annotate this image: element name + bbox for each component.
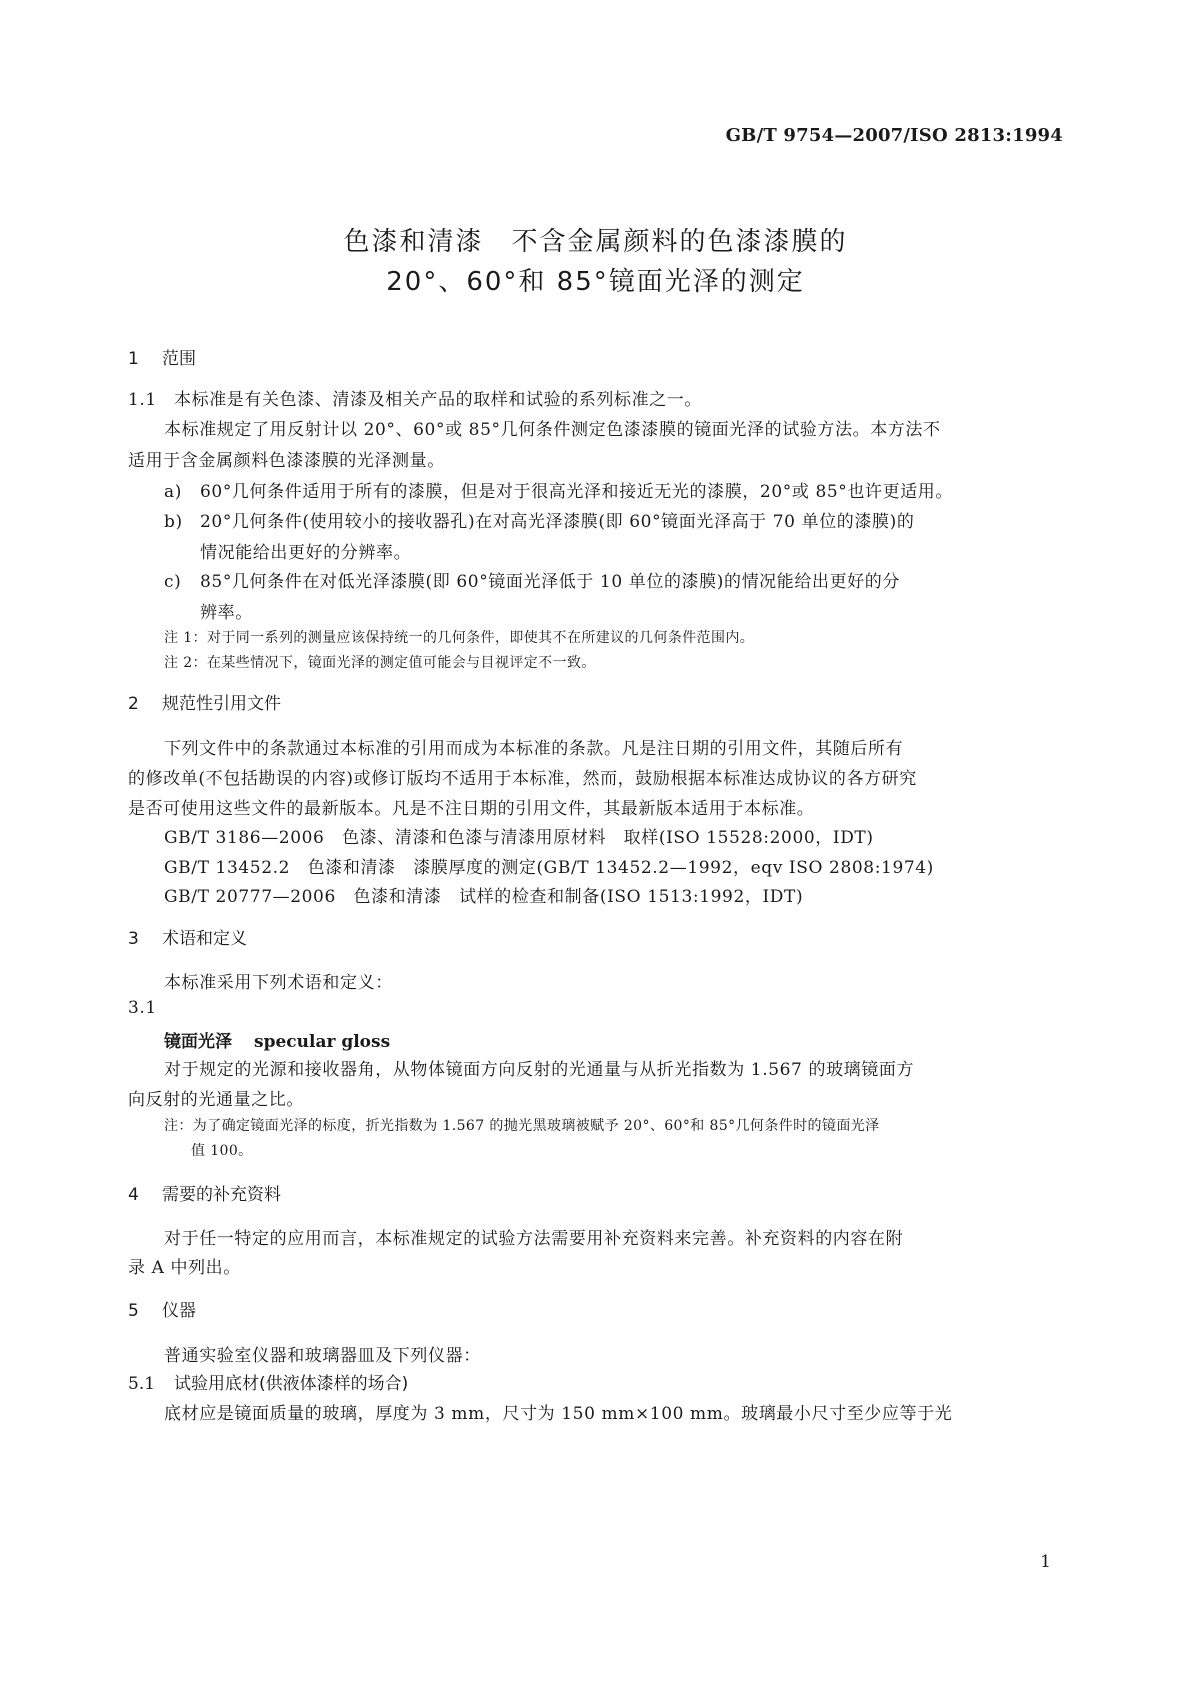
clause-1-1-number: 1.1: [128, 390, 157, 410]
title-line-2: 20°、60°和 85°镜面光泽的测定: [386, 267, 805, 297]
reference-3: GB/T 20777—2006 色漆和清漆 试样的检查和制备(ISO 1513:1992，IDT): [164, 887, 804, 907]
list-item-c-line-1: 85°几何条件在对低光泽漆膜(即 60°镜面光泽低于 10 单位的漆膜)的情况能给出更好的分: [200, 572, 900, 592]
term-chinese: 镜面光泽: [164, 1032, 232, 1052]
section-5-number: 5: [128, 1301, 139, 1321]
s2-paragraph-line-3: 是否可使用这些文件的最新版本。凡是不注日期的引用文件，其最新版本适用于本标准。: [128, 799, 815, 819]
section-4-heading: [128, 1180, 281, 1205]
section-3-heading: [128, 924, 247, 949]
term-heading: [164, 1027, 390, 1052]
s2-paragraph-line-1: 下列文件中的条款通过本标准的引用而成为本标准的条款。凡是注日期的引用文件，其随后所有: [164, 739, 904, 759]
s4-paragraph-line-1: 对于任一特定的应用而言，本标准规定的试验方法需要用补充资料来完善。补充资料的内容在附: [164, 1229, 904, 1249]
note-1: 注 1：对于同一系列的测量应该保持统一的几何条件，即使其不在所建议的几何条件范围内。: [164, 630, 755, 646]
term-note-line-1: 注：为了确定镜面光泽的标度，折光指数为 1.567 的抛光黑玻璃被赋予 20°、60°和 85°几何条件时的镜面光泽: [164, 1118, 880, 1134]
definition-line-2: 向反射的光通量之比。: [128, 1090, 304, 1110]
list-item-b-line-2: 情况能给出更好的分辨率。: [200, 543, 412, 563]
s4-paragraph-line-2: 录 A 中列出。: [128, 1258, 241, 1278]
s1-paragraph-line-2: 适用于含金属颜料色漆漆膜的光泽测量。: [128, 451, 445, 471]
section-1-number: 1: [128, 349, 139, 369]
clause-5-1-number: 5.1: [128, 1374, 156, 1394]
section-1-heading: [128, 344, 196, 369]
section-3-title: 术语和定义: [162, 929, 247, 949]
document-code: GB/T 9754—2007/ISO 2813:1994: [725, 125, 1063, 146]
section-2-heading: [128, 689, 281, 714]
list-item-a-text: 60°几何条件适用于所有的漆膜，但是对于很高光泽和接近无光的漆膜，20°或 85°也许更适用。: [200, 482, 953, 502]
list-item-c: [164, 567, 900, 592]
list-item-b-line-1: 20°几何条件(使用较小的接收器孔)在对高光泽漆膜(即 60°镜面光泽高于 70 单位的漆膜)的: [200, 512, 915, 532]
page-number: 1: [1040, 1552, 1051, 1572]
s3-intro: 本标准采用下列术语和定义：: [164, 973, 393, 993]
list-item-a: [164, 477, 953, 502]
section-2-title: 规范性引用文件: [162, 694, 281, 714]
clause-1-1: [128, 385, 702, 410]
section-5-title: 仪器: [162, 1301, 196, 1321]
list-item-b-label: b): [164, 512, 183, 532]
note-2: 注 2：在某些情况下，镜面光泽的测定值可能会与目视评定不一致。: [164, 655, 596, 671]
list-item-b: [164, 507, 914, 532]
list-item-a-label: a): [164, 482, 182, 502]
s2-paragraph-line-2: 的修改单(不包括勘误的内容)或修订版均不适用于本标准，然而，鼓励根据本标准达成协议的各方研究: [128, 769, 917, 789]
list-item-c-line-2: 辨率。: [200, 603, 253, 623]
clause-5-1: [128, 1369, 408, 1394]
s5-paragraph-line-1: 底材应是镜面质量的玻璃，厚度为 3 mm，尺寸为 150 mm×100 mm。玻璃最小尺寸至少应等于光: [164, 1404, 953, 1424]
term-english: specular gloss: [254, 1032, 391, 1052]
section-1-title: 范围: [162, 349, 196, 369]
s5-intro: 普通实验室仪器和玻璃器皿及下列仪器：: [164, 1346, 481, 1366]
reference-2: GB/T 13452.2 色漆和清漆 漆膜厚度的测定(GB/T 13452.2—1992，eqv ISO 2808:1974): [164, 858, 934, 878]
reference-1: GB/T 3186—2006 色漆、清漆和色漆与清漆用原材料 取样(ISO 15528:2000，IDT): [164, 828, 874, 848]
clause-5-1-title: 试验用底材(供液体漆样的场合): [174, 1374, 409, 1394]
section-5-heading: [128, 1296, 196, 1321]
definition-line-1: 对于规定的光源和接收器角，从物体镜面方向反射的光通量与从折光指数为 1.567 的玻璃镜面方: [164, 1060, 915, 1080]
clause-3-1-number: 3.1: [128, 998, 157, 1018]
clause-1-1-text: 本标准是有关色漆、清漆及相关产品的取样和试验的系列标准之一。: [174, 390, 702, 410]
document-title: [0, 222, 1191, 302]
section-4-number: 4: [128, 1185, 139, 1205]
title-line-1: 色漆和清漆 不含金属颜料的色漆漆膜的: [343, 227, 848, 257]
s1-paragraph-line-1: 本标准规定了用反射计以 20°、60°或 85°几何条件测定色漆漆膜的镜面光泽的试验方法。本方法不: [164, 420, 941, 440]
term-note-line-2: 值 100。: [191, 1143, 253, 1159]
section-4-title: 需要的补充资料: [162, 1185, 281, 1205]
list-item-c-label: c): [164, 572, 182, 592]
section-2-number: 2: [128, 694, 139, 714]
section-3-number: 3: [128, 929, 139, 949]
